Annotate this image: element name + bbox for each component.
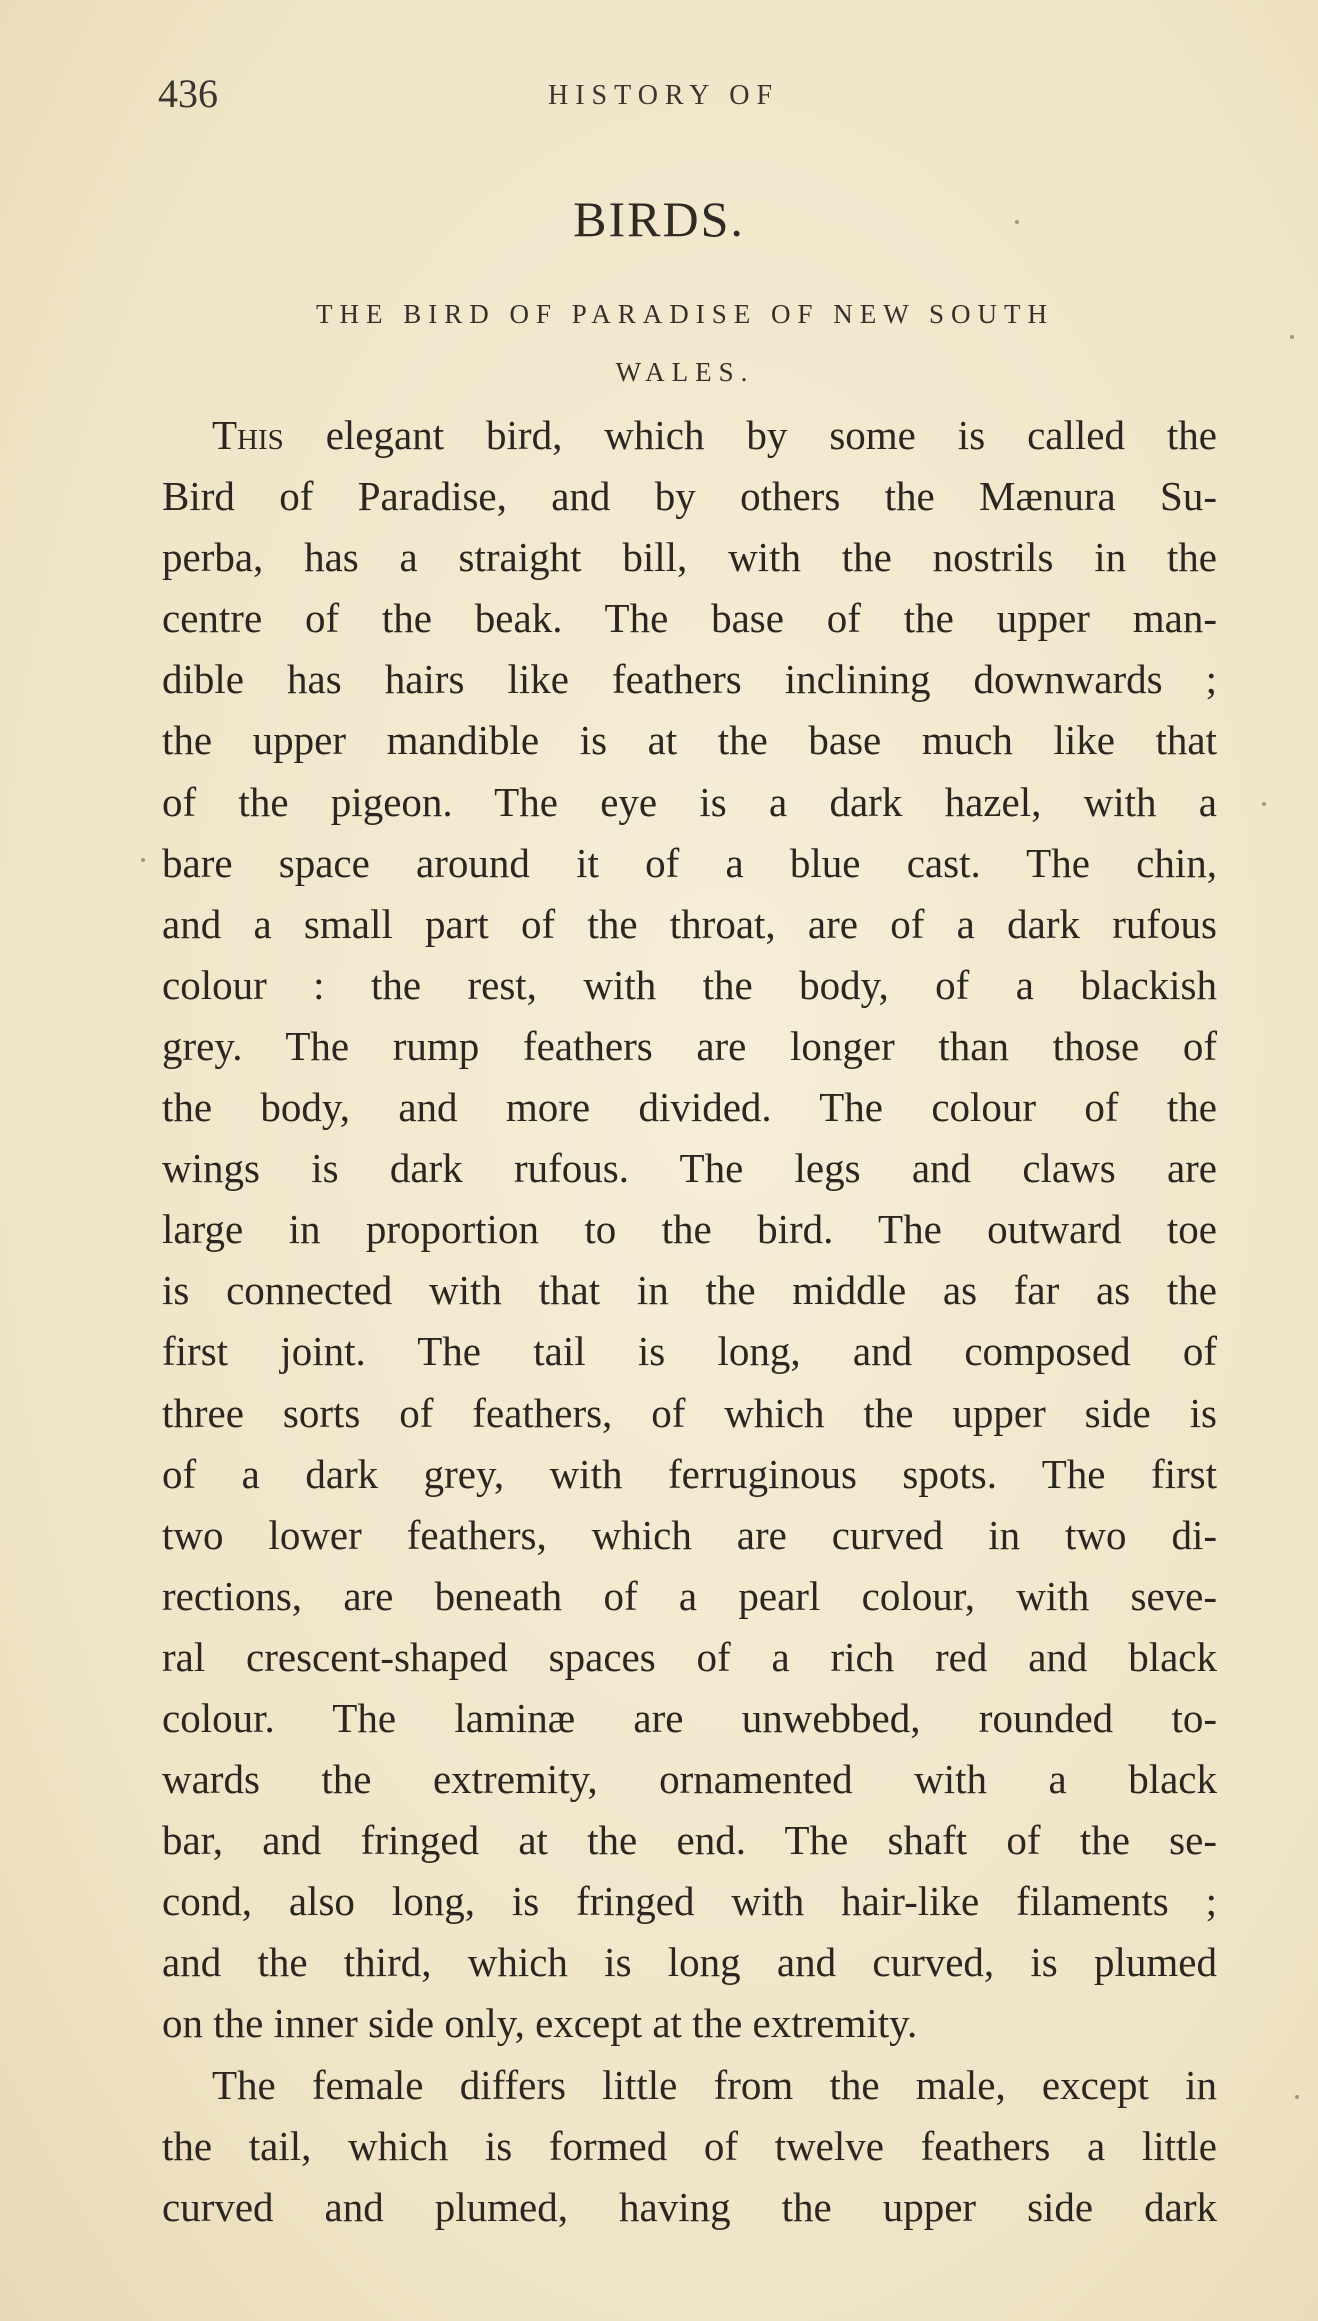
text-line: Bird of Paradise, and by others the Mænura Su- (162, 473, 1217, 520)
text-line: cond, also long, is fringed with hair-like filaments ; (162, 1878, 1217, 1925)
text-line: large in proportion to the bird. The outward toe (162, 1206, 1217, 1253)
page-header (158, 70, 1218, 130)
text-line: two lower feathers, which are curved in two di- (162, 1511, 1217, 1558)
text-line: and a small part of the throat, are of a dark rufous (162, 900, 1217, 947)
text-line: centre of the beak. The base of the upper man- (162, 595, 1217, 642)
text-line: bare space around it of a blue cast. The chin, (162, 839, 1217, 886)
text-line: This elegant bird, which by some is called the (212, 412, 1217, 458)
body-text (162, 405, 1217, 2238)
drop-word: This (212, 412, 284, 458)
text-line: and the third, which is long and curved, is plumed (162, 1939, 1217, 1986)
text-line: curved and plumed, having the upper side dark (162, 2183, 1217, 2230)
text-line: the upper mandible is at the base much like that (162, 717, 1217, 764)
ink-speck (1015, 220, 1019, 224)
text-line: dible has hairs like feathers inclining downwards ; (162, 656, 1217, 703)
subtitle-line-2: WALES. (615, 357, 755, 387)
ink-speck (1295, 2095, 1299, 2099)
text-line: grey. The rump feathers are longer than those of (162, 1022, 1217, 1069)
text-line: The female differs little from the male, except in (212, 2061, 1217, 2108)
section-title: BIRDS. (573, 191, 745, 247)
page-number: 436 (158, 71, 218, 116)
text-line: wings is dark rufous. The legs and claws are (162, 1145, 1217, 1192)
subtitle-line-1: THE BIRD OF PARADISE OF NEW SOUTH (315, 299, 1055, 329)
text-line: of the pigeon. The eye is a dark hazel, with a (162, 778, 1217, 825)
text-line: bar, and fringed at the end. The shaft of the se- (162, 1817, 1217, 1864)
text-line: first joint. The tail is long, and composed of (162, 1328, 1217, 1375)
text-line: wards the extremity, ornamented with a black (162, 1756, 1217, 1803)
text-line: colour : the rest, with the body, of a blackish (162, 961, 1217, 1008)
ink-speck (141, 858, 145, 862)
ink-speck (1262, 802, 1266, 806)
article-subtitle (160, 285, 1210, 401)
text-line: on the inner side only, except at the extremity. (162, 2000, 918, 2047)
text-line: the tail, which is formed of twelve feathers a little (162, 2122, 1217, 2169)
running-head: HISTORY OF (548, 80, 780, 111)
text-line: three sorts of feathers, of which the upper side is (162, 1389, 1217, 1436)
text-line: ral crescent-shaped spaces of a rich red and black (162, 1633, 1217, 1680)
text-line: the body, and more divided. The colour of the (162, 1084, 1217, 1131)
ink-speck (1290, 335, 1294, 339)
text-line: colour. The laminæ are unwebbed, rounded to- (162, 1694, 1217, 1741)
text-line: perba, has a straight bill, with the nostrils in the (162, 534, 1217, 581)
text-line: of a dark grey, with ferruginous spots. The first (162, 1450, 1217, 1497)
text-line: rections, are beneath of a pearl colour, with seve- (162, 1572, 1217, 1619)
text-line: is connected with that in the middle as far as the (162, 1267, 1217, 1314)
